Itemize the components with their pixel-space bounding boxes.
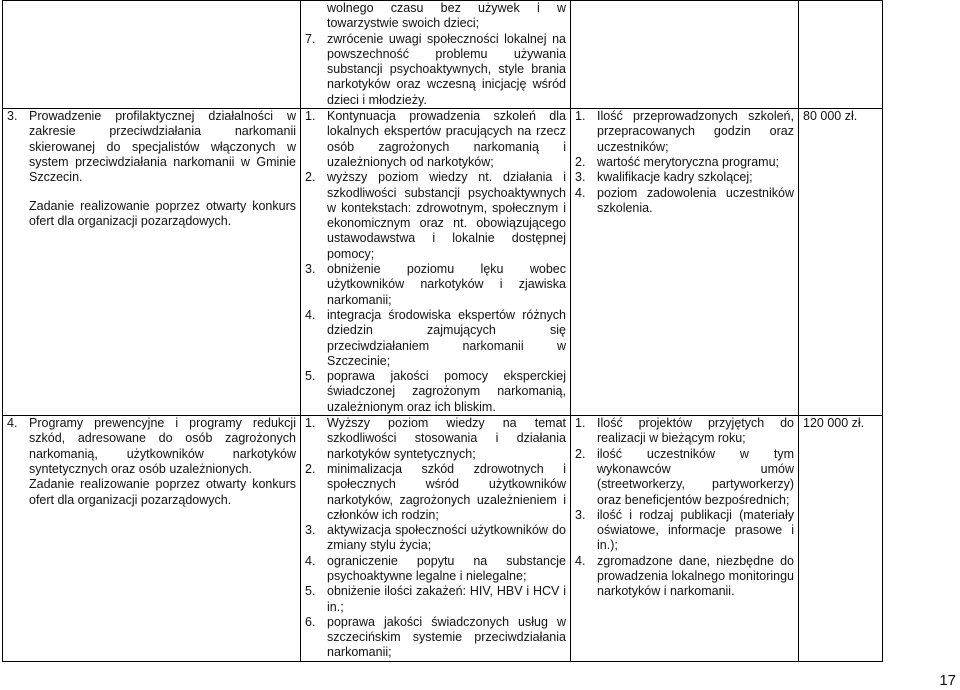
list-item: 2. wartość merytoryczna programu; (575, 154, 780, 169)
task-description: Programy prewencyjne i programy redukcji szkód, adresowane do osób zagrożonych narkomanią, użytkowników narkotyków syntetycznych oraz osób uzależnionych. (29, 416, 296, 476)
table-row (3, 109, 883, 416)
objectives-cell (301, 109, 571, 416)
table-row (3, 416, 883, 662)
list-item: 7. zwrócenie uwagi społeczności lokalnej na powszechność problemu używania substancji psychoaktywnych, style brania narkotyków oraz wczesną inicjację wśród dzieci i młodzieży. (305, 31, 566, 107)
list-item: 3. kwalifikacje kadry szkolącej; (575, 170, 753, 185)
list-item: 2. wyższy poziom wiedzy nt. działania i szkodliwości substancji psychoaktywnych w kontekstach: zdrowotnym, społecznym i ekonomicznym oraz nt. obowiązującego ustawodawstwa i lokalnie dostępnej pomocy; (305, 170, 566, 261)
program-table (2, 0, 883, 662)
list-item: 1. Kontynuacja prowadzenia szkoleń dla lokalnych ekspertów pracujących na rzecz osób zagrożonych narkomanią i uzależnionych od narkotyków; (305, 109, 566, 169)
table-row (3, 1, 883, 109)
list-item: 2. ilość uczestników w tym wykonawców umów (streetworkerzy, partyworkerzy) oraz beneficjentów bezpośrednich; (575, 446, 794, 507)
page-number: 17 (939, 672, 956, 689)
task-item: 4. Programy prewencyjne i programy redukcji szkód, adresowane do osób zagrożonych narkomanią, użytkowników narkotyków syntetycznych oraz osób uzależnionych. Zadanie realizowanie poprzez otwarty konkurs ofert dla organizacji pozarządowych. (7, 416, 296, 507)
task-item: 3. Prowadzenie profilaktycznej działalności w zakresie przeciwdziałania narkomanii skierowanej do specjalistów włączonych w system przeciwdziałania narkomanii w Gminie Szczecin. Zadanie realizowanie poprzez otwarty konkurs ofert dla organizacji pozarządowych. (7, 109, 296, 228)
list-item: 2. minimalizacja szkód zdrowotnych i społecznych wśród użytkowników narkotyków, zagrożonych uzależnieniem i członków ich rodzin; (305, 461, 566, 522)
list-item: 3. ilość i rodzaj publikacji (materiały oświatowe, informacje prasowe i in.); (575, 507, 794, 553)
list-item: 5. obniżenie ilości zakażeń: HIV, HBV i HCV i in.; (305, 584, 566, 614)
list-item: 5. poprawa jakości pomocy eksperckiej świadczonej zagrożonym narkomanią, uzależnionym oraz ich bliskim. (305, 369, 566, 414)
task-description: Prowadzenie profilaktycznej działalności w zakresie przeciwdziałania narkomanii skierowanej do specjalistów włączonych w system przeciwdziałania narkomanii w Gminie Szczecin. (29, 109, 296, 185)
list-item: 3. obniżenie poziomu lęku wobec użytkowników narkotyków i zjawiska narkomanii; (305, 262, 566, 307)
task-cell (3, 109, 301, 416)
task-cell (3, 1, 301, 109)
list-item: 4. zgromadzone dane, niezbędne do prowadzenia lokalnego monitoringu narkotyków i narkomanii. (575, 553, 794, 599)
objectives-cell (301, 416, 571, 662)
list-item: 1. Ilość przeprowadzonych szkoleń, przepracowanych godzin oraz uczestników; (575, 109, 794, 154)
indicators-cell (571, 416, 799, 662)
cost-cell (799, 1, 883, 109)
list-item: 4. poziom zadowolenia uczestników szkolenia. (575, 185, 794, 215)
indicators-cell (571, 109, 799, 416)
task-note: Zadanie realizowanie poprzez otwarty konkurs ofert dla organizacji pozarządowych. (29, 477, 296, 507)
objectives-cell (301, 1, 571, 109)
task-cell (3, 416, 301, 662)
indicators-cell (571, 1, 799, 109)
list-item: 3. aktywizacja społeczności użytkowników do zmiany stylu życia; (305, 523, 566, 553)
list-item: 1. Ilość projektów przyjętych do realizacji w bieżącym roku; (575, 416, 794, 446)
cost-value: 120 000 zł. (803, 416, 865, 431)
cost-cell (799, 109, 883, 416)
list-item: 4. ograniczenie popytu na substancje psychoaktywne legalne i nielegalne; (305, 553, 566, 583)
cost-value: 80 000 zł. (803, 109, 858, 124)
list-item: 6. poprawa jakości świadczonych usług w szczecińskim systemie przeciwdziałania narkomanii; (305, 614, 566, 660)
list-item: 4. integracja środowiska ekspertów różnych dziedzin zajmujących się przeciwdziałaniem narkomanii w Szczecinie; (305, 307, 566, 368)
task-note: Zadanie realizowanie poprzez otwarty konkurs ofert dla organizacji pozarządowych. (29, 198, 296, 228)
list-item: wolnego czasu bez używek i w towarzystwie swoich dzieci; (327, 1, 566, 31)
cost-cell (799, 416, 883, 662)
list-item: 1. Wyższy poziom wiedzy na temat szkodliwości stosowania i działania narkotyków syntetycznych; (305, 416, 566, 461)
